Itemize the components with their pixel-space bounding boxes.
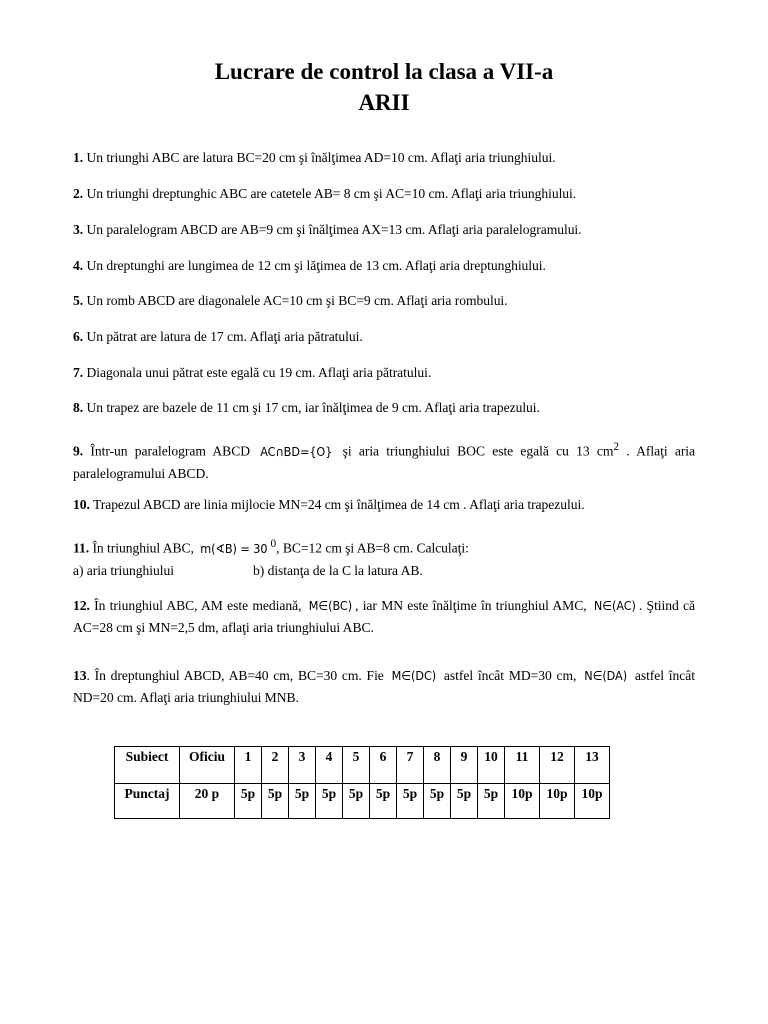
problem-number: 1. (73, 150, 84, 165)
score-table-points-row (115, 784, 610, 819)
problem-number: 2. (73, 186, 84, 201)
math-expression: N∈(AC) (593, 598, 636, 613)
problem-text: Diagonala unui pătrat este egală cu 19 cm. Aflaţi aria pătratului. (86, 365, 432, 380)
subquestion-a: a) aria triunghiului (73, 562, 174, 578)
problem-number: 8. (73, 400, 84, 415)
problem-number: 6. (73, 329, 84, 344)
table-cell: 5p (289, 784, 316, 819)
problem-text: În triunghiul ABC, (92, 540, 194, 556)
problem-6 (73, 326, 695, 348)
problem-5 (73, 290, 695, 312)
problem-2 (73, 183, 695, 205)
problem-text: astfel încât ND=20 cm. Aflaţi aria triunghiului MNB. (73, 668, 695, 705)
problem-text: . În dreptunghiul ABCD, AB=40 cm, BC=30 cm. Fie (86, 668, 384, 683)
problem-12 (73, 595, 695, 639)
math-expression: AC∩BD={O} (260, 443, 333, 459)
problem-number: 5. (73, 293, 84, 308)
table-cell: 1 (235, 747, 262, 784)
table-cell: 13 (575, 747, 610, 784)
table-cell: Punctaj (115, 784, 180, 819)
problem-10 (73, 494, 695, 516)
problem-text: Într-un paralelogram ABCD (90, 443, 250, 459)
table-cell: Subiect (115, 747, 180, 784)
problem-text: Un dreptunghi are lungimea de 12 cm şi lăţimea de 13 cm. Aflaţi aria dreptunghiului. (86, 258, 546, 273)
problem-number: 12. (73, 598, 90, 613)
problem-text: , iar MN este înălţime în triunghiul AMC, (355, 598, 587, 613)
table-cell: 20 p (180, 784, 235, 819)
table-cell: 10p (540, 784, 575, 819)
table-cell: 5p (370, 784, 397, 819)
exponent: 2 (613, 441, 620, 453)
exponent: 0 (270, 538, 277, 550)
table-cell: 2 (262, 747, 289, 784)
table-cell: 9 (451, 747, 478, 784)
table-cell: 5p (235, 784, 262, 819)
problem-7 (73, 362, 695, 384)
table-cell: 5p (451, 784, 478, 819)
problem-number: 13 (73, 668, 87, 683)
problem-text: Trapezul ABCD are linia mijlocie MN=24 cm şi înălţimea de 14 cm . Aflaţi aria trapezului. (92, 497, 585, 512)
page-title: Lucrare de control la clasa a VII-a (214, 59, 554, 84)
table-cell: Oficiu (180, 747, 235, 784)
table-cell: 5p (478, 784, 505, 819)
page-subtitle: ARII (358, 90, 410, 115)
problem-number: 3. (73, 222, 84, 237)
math-expression: N∈(DA) (584, 668, 628, 683)
problem-text: Un triunghi dreptunghic ABC are catetele AB= 8 cm şi AC=10 cm. Aflaţi aria triunghiului. (86, 186, 577, 201)
problem-number: 9. (73, 443, 84, 459)
table-cell: 5 (343, 747, 370, 784)
table-cell: 6 (370, 747, 397, 784)
table-cell: 5p (262, 784, 289, 819)
problem-text: Un trapez are bazele de 11 cm şi 17 cm, iar înălţimea de 9 cm. Aflaţi aria trapezului. (86, 400, 540, 415)
problem-number: 7. (73, 365, 84, 380)
problem-text: În triunghiul ABC, AM este mediană, (94, 598, 302, 613)
math-expression: m(∢B) = 30 (200, 540, 268, 556)
table-cell: 5p (424, 784, 451, 819)
problem-4 (73, 255, 695, 277)
math-expression: M∈(DC) (391, 668, 437, 683)
table-cell: 8 (424, 747, 451, 784)
problem-3 (73, 219, 695, 241)
problem-13 (73, 665, 695, 709)
problem-9 (73, 436, 695, 485)
problem-text: astfel încât MD=30 cm, (443, 668, 577, 683)
problem-number: 11. (73, 540, 90, 556)
problem-text: , BC=12 cm şi AB=8 cm. Calculaţi: (276, 540, 469, 556)
problem-text: şi aria triunghiului BOC este egală cu 13 cm (342, 443, 614, 459)
table-cell: 12 (540, 747, 575, 784)
problem-text: Un triunghi ABC are latura BC=20 cm şi înălţimea AD=10 cm. Aflaţi aria triunghiului. (86, 150, 556, 165)
table-cell: 10 (478, 747, 505, 784)
problem-text: . Ştiind că AC=28 cm şi MN=2,5 dm, aflaţi aria triunghiului ABC. (73, 598, 696, 635)
problem-text: Un romb ABCD are diagonalele AC=10 cm şi BC=9 cm. Aflaţi aria rombului. (86, 293, 508, 308)
problem-text: . Aflaţi aria paralelogramului ABCD. (73, 443, 696, 481)
table-cell: 5p (343, 784, 370, 819)
table-cell: 3 (289, 747, 316, 784)
table-cell: 5p (397, 784, 424, 819)
problem-1 (73, 147, 695, 169)
math-expression: M∈(BC) (308, 598, 353, 613)
score-table-header-row (115, 747, 610, 784)
problem-11 (73, 533, 695, 582)
problem-number: 4. (73, 258, 84, 273)
table-cell: 5p (316, 784, 343, 819)
table-cell: 10p (575, 784, 610, 819)
problem-8 (73, 397, 695, 419)
table-cell: 10p (505, 784, 540, 819)
table-cell: 11 (505, 747, 540, 784)
subquestion-b: b) distanţa de la C la latura AB. (253, 562, 423, 578)
problem-number: 10. (73, 497, 90, 512)
table-cell: 7 (397, 747, 424, 784)
problem-text: Un paralelogram ABCD are AB=9 cm şi înălţimea AX=13 cm. Aflaţi aria paralelogramului. (86, 222, 582, 237)
problem-text: Un pătrat are latura de 17 cm. Aflaţi aria pătratului. (86, 329, 363, 344)
table-cell: 4 (316, 747, 343, 784)
score-table (114, 746, 610, 819)
